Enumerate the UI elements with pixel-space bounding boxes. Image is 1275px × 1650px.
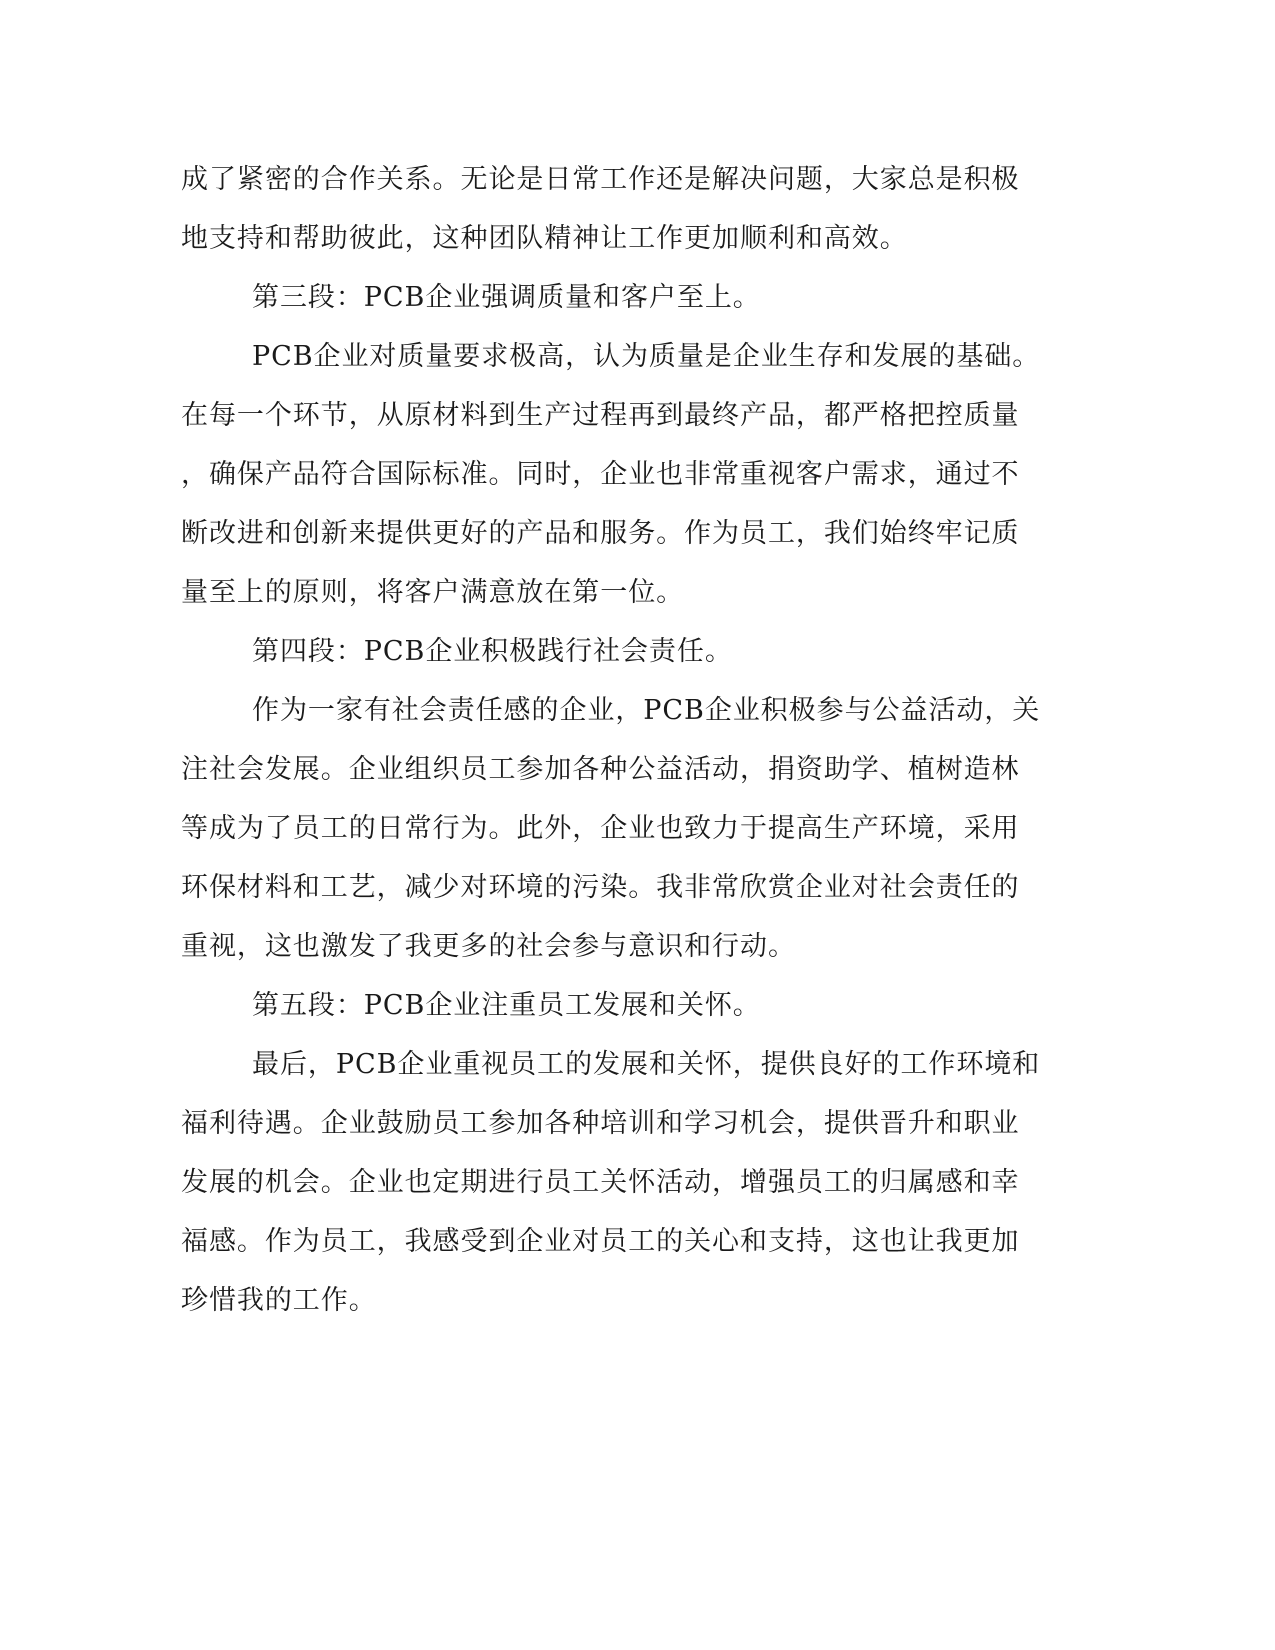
text-line: 注社会发展。企业组织员工参加各种公益活动，捐资助学、植树造林 xyxy=(181,754,1020,785)
section-heading: 第五段：PCB企业注重员工发展和关怀。 xyxy=(252,990,761,1021)
text-line: 作为一家有社会责任感的企业，PCB企业积极参与公益活动，关 xyxy=(252,695,1041,726)
text-line: 量至上的原则，将客户满意放在第一位。 xyxy=(181,577,685,608)
text-line: 断改进和创新来提供更好的产品和服务。作为员工，我们始终牢记质 xyxy=(181,518,1020,549)
text-line: 等成为了员工的日常行为。此外，企业也致力于提高生产环境，采用 xyxy=(181,813,1020,844)
text-line: 环保材料和工艺，减少对环境的污染。我非常欣赏企业对社会责任的 xyxy=(181,872,1020,903)
text-line: 福利待遇。企业鼓励员工参加各种培训和学习机会，提供晋升和职业 xyxy=(181,1108,1020,1139)
text-line: 发展的机会。企业也定期进行员工关怀活动，增强员工的归属感和幸 xyxy=(181,1167,1020,1198)
text-line: PCB企业对质量要求极高，认为质量是企业生存和发展的基础。 xyxy=(252,341,1041,372)
section-heading: 第三段：PCB企业强调质量和客户至上。 xyxy=(252,282,761,313)
section-heading: 第四段：PCB企业积极践行社会责任。 xyxy=(252,636,733,667)
text-line: 地支持和帮助彼此，这种团队精神让工作更加顺利和高效。 xyxy=(181,223,908,254)
text-line: 珍惜我的工作。 xyxy=(181,1285,377,1316)
text-line: 福感。作为员工，我感受到企业对员工的关心和支持，这也让我更加 xyxy=(181,1226,1020,1257)
text-line: 在每一个环节，从原材料到生产过程再到最终产品，都严格把控质量 xyxy=(181,400,1020,431)
text-line: ，确保产品符合国际标准。同时，企业也非常重视客户需求，通过不 xyxy=(181,459,1020,490)
text-line: 重视，这也激发了我更多的社会参与意识和行动。 xyxy=(181,931,796,962)
text-line: 成了紧密的合作关系。无论是日常工作还是解决问题，大家总是积极 xyxy=(181,164,1020,195)
text-line: 最后，PCB企业重视员工的发展和关怀，提供良好的工作环境和 xyxy=(252,1049,1041,1080)
